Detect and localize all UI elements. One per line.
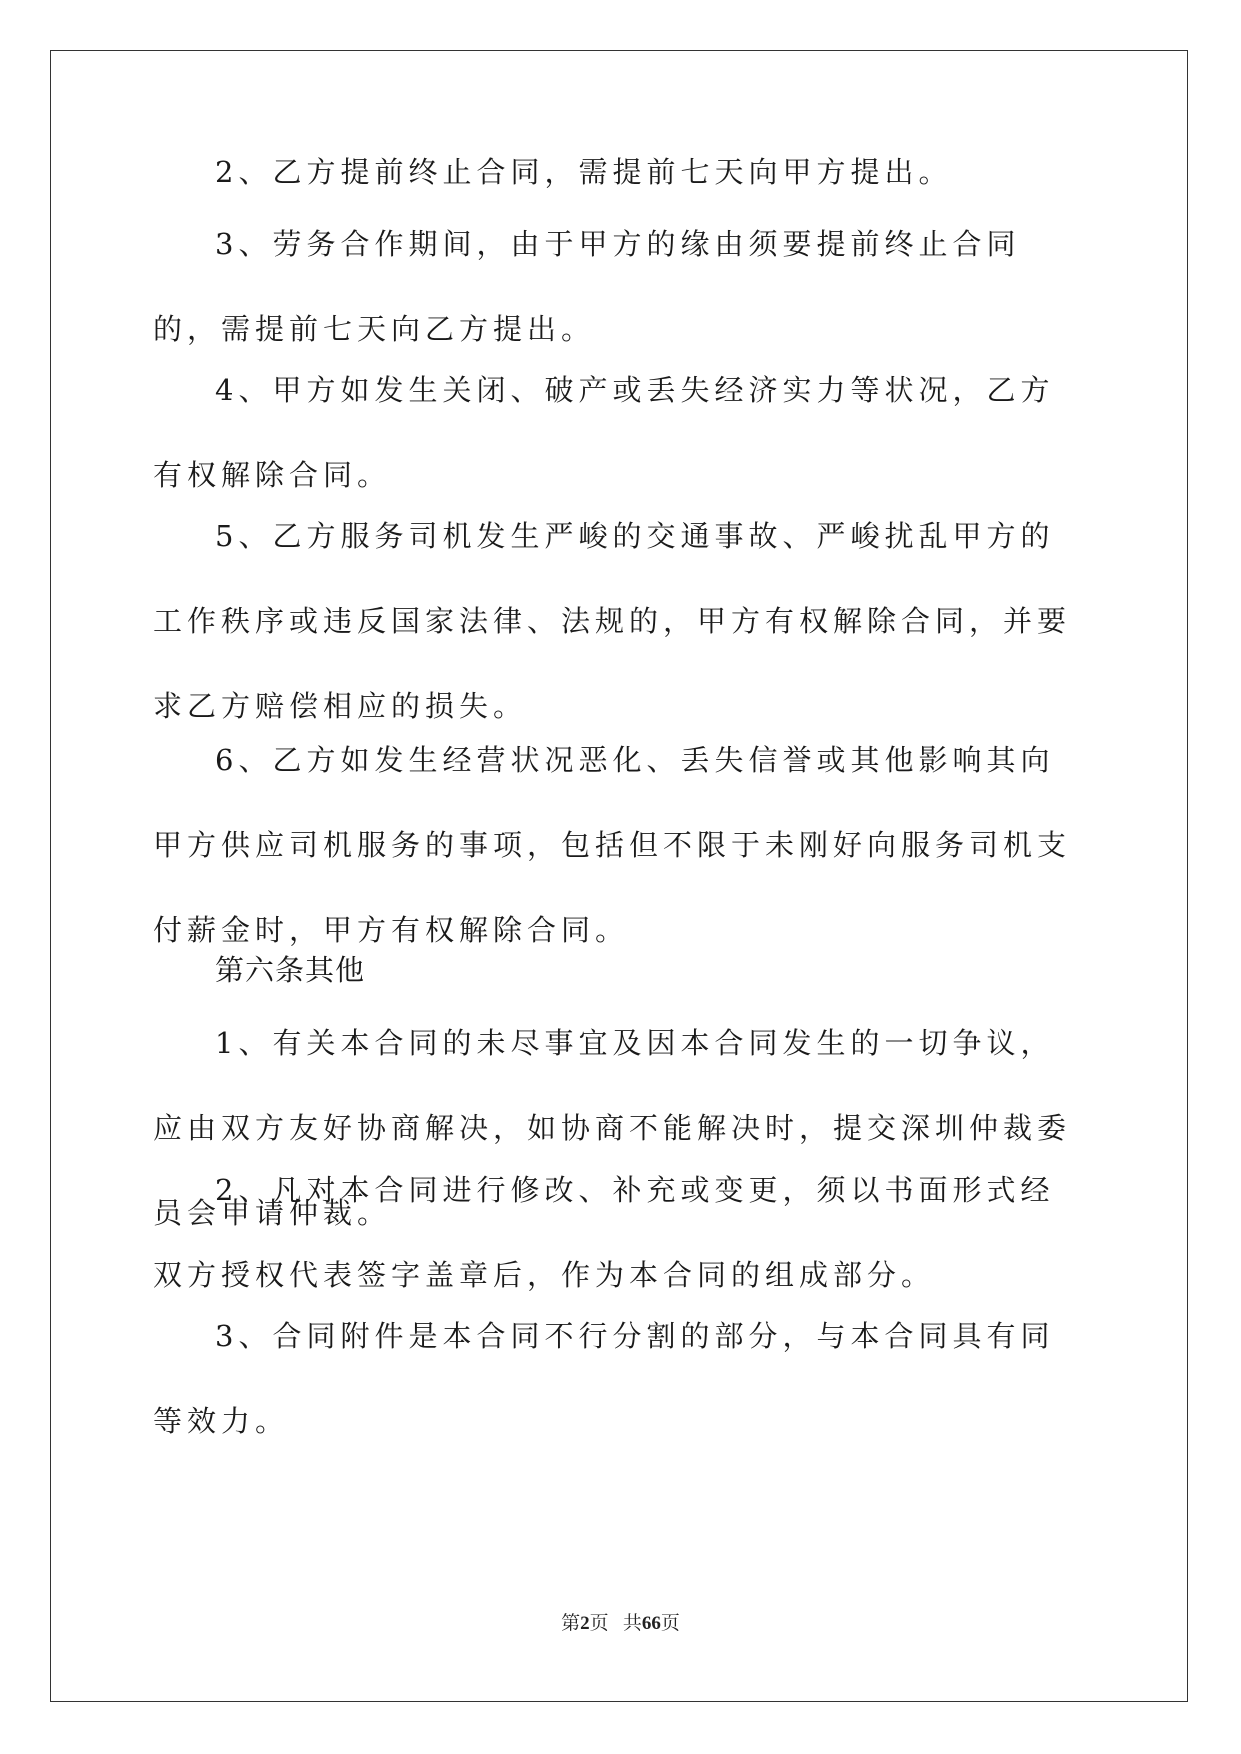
page-suffix: 页	[589, 1613, 609, 1634]
total-prefix: 共	[622, 1613, 642, 1634]
section-paragraph-3-annexes: 3、合同附件是本合同不行分割的部分，与本合同具有同等效力。	[153, 1319, 1055, 1438]
paragraph-5-driver-accident: 5、乙方服务司机发生严峻的交通事故、严峻扰乱甲方的工作秩序或违反国家法律、法规的，甲方有权解除合同，并要求乙方赔偿相应的损失。	[153, 519, 1072, 723]
section-paragraph-2-amendments: 2、凡对本合同进行修改、补充或变更，须以书面形式经双方授权代表签字盖章后，作为本合同的组成部分。	[153, 1173, 1055, 1292]
section-heading: 第六条其他	[215, 953, 366, 987]
page-footer	[0, 1608, 1241, 1635]
page-prefix: 第	[561, 1613, 581, 1634]
total-pages: 66	[641, 1613, 661, 1634]
page-number: 2	[580, 1613, 590, 1634]
section-paragraph-1-disputes: 1、有关本合同的未尽事宜及因本合同发生的一切争议，应由双方友好协商解决，如协商不能解决时，提交深圳仲裁委员会申请仲裁。	[153, 1026, 1072, 1230]
paragraph-6-operational-deterioration: 6、乙方如发生经营状况恶化、丢失信誉或其他影响其向甲方供应司机服务的事项，包括但不限于未刚好向服务司机支付薪金时，甲方有权解除合同。	[153, 743, 1072, 947]
paragraph-3-party-a-termination: 3、劳务合作期间，由于甲方的缘由须要提前终止合同的，需提前七天向乙方提出。	[153, 227, 1021, 346]
paragraph-2-early-termination: 2、乙方提前终止合同，需提前七天向甲方提出。	[215, 155, 953, 189]
paragraph-4-bankruptcy: 4、甲方如发生关闭、破产或丢失经济实力等状况，乙方有权解除合同。	[153, 373, 1055, 492]
total-suffix: 页	[660, 1613, 680, 1634]
